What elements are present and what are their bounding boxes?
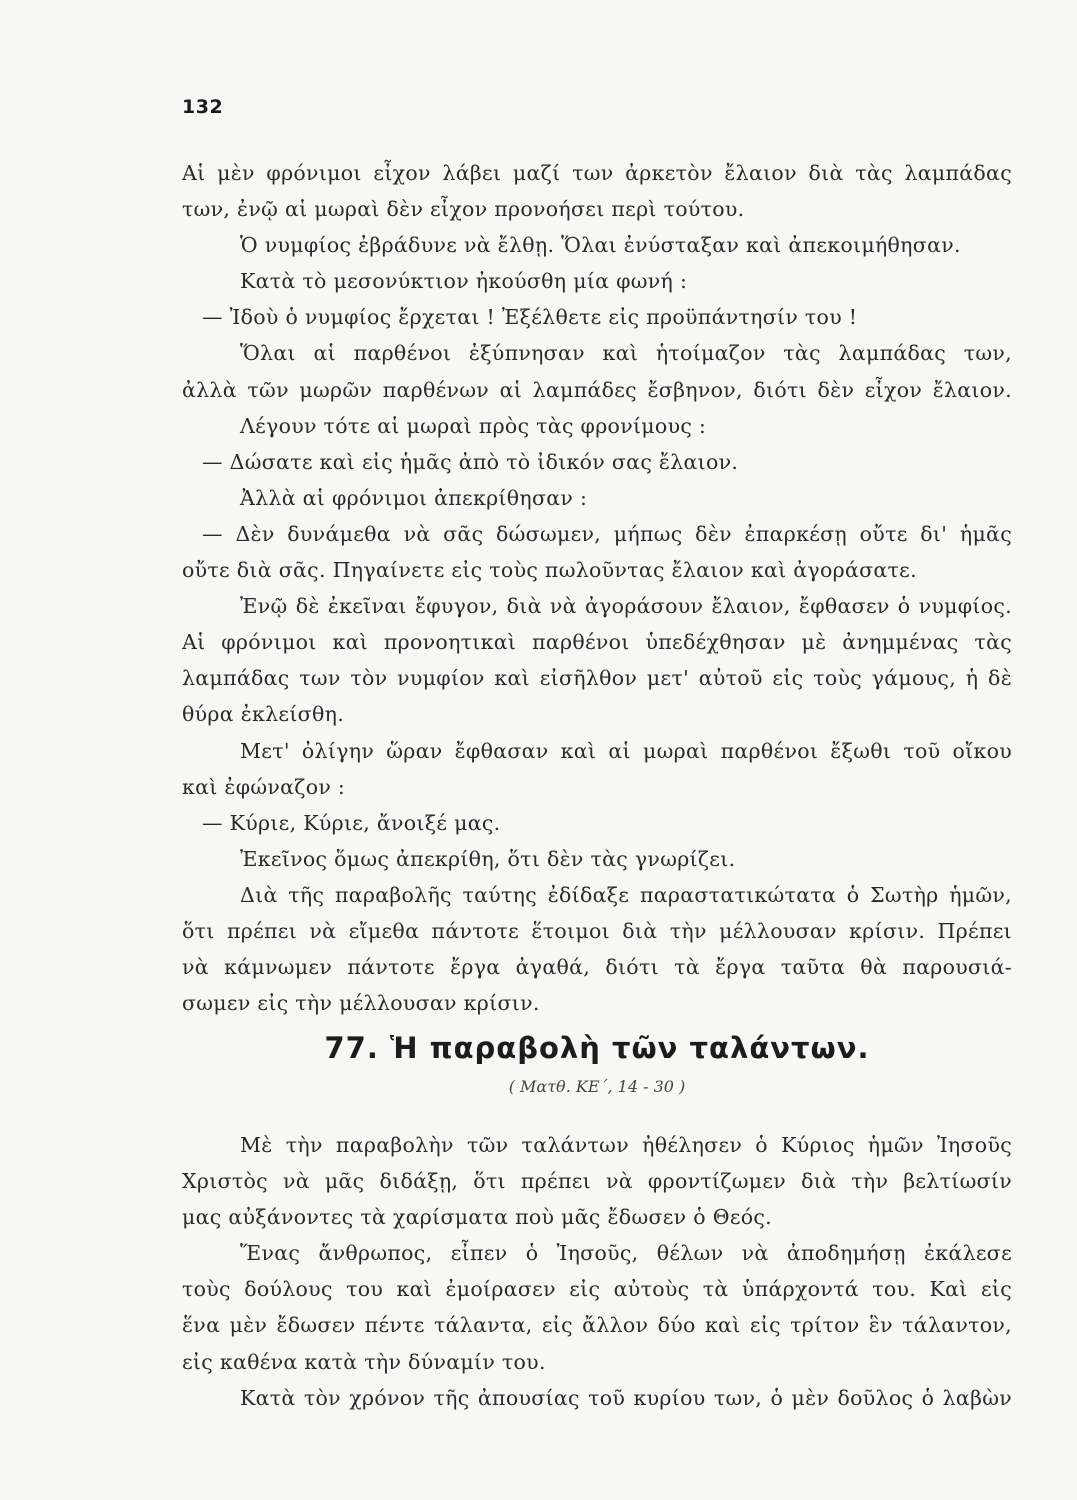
section-heading: 77. Ἡ παραβολὴ τῶν ταλάντων. [324,1031,870,1065]
text-line: Λέγουν τότε αἱ μωραὶ πρὸς τὰς φρονίμους : [240,413,707,438]
text-line: ὅτι πρέπει νὰ εἴμεθα πάντοτε ἕτοιμοι διὰ τὴν μέλλουσαν κρίσιν. Πρέπει [182,918,1012,943]
text-line: ἀλλὰ τῶν μωρῶν παρθένων αἱ λαμπάδες ἔσβηνον, διότι δὲν εἶχον ἔλαιον. [182,377,1012,402]
text-line: Αἱ φρόνιμοι καὶ προνοητικαὶ παρθένοι ὑπεδέχθησαν μὲ ἀνημμένας τὰς [182,630,1012,655]
text-line: Διὰ τῆς παραβολῆς ταύτης ἐδίδαξε παραστατικώτατα ὁ Σωτὴρ ἡμῶν, [240,882,1012,907]
text-line: Ἐνῷ δὲ ἐκεῖναι ἔφυγον, διὰ νὰ ἀγοράσουν ἔλαιον, ἔφθασεν ὁ νυμφίος. [240,594,1012,619]
text-line: μας αὐξάνοντες τὰ χαρίσματα ποὺ μᾶς ἔδωσεν ὁ Θεός. [182,1205,772,1230]
text-line: εἰς καθένα κατὰ τὴν δύναμίν του. [182,1349,546,1374]
dialogue-line: — Ἰδοὺ ὁ νυμφίος ἔρχεται ! Ἐξέλθετε εἰς προϋπάντησίν του ! [202,305,858,330]
dialogue-line: — Δὲν δυνάμεθα νὰ σᾶς δώσωμεν, μήπως δὲν ἐπαρκέσῃ οὔτε δι' ἡμᾶς [202,521,1012,546]
text-line: Μετ' ὀλίγην ὥραν ἔφθασαν καὶ αἱ μωραὶ παρθένοι ἔξωθι τοῦ οἴκου [240,738,1012,763]
text-line: Ἕνας ἄνθρωπος, εἶπεν ὁ Ἰησοῦς, θέλων νὰ ἀποδημήσῃ ἐκάλεσε [240,1241,1012,1266]
text-line: τοὺς δούλους του καὶ ἐμοίρασεν εἰς αὐτοὺς τὰ ὑπάρχοντά του. Καὶ εἰς [182,1277,1012,1302]
text-line: Μὲ τὴν παραβολὴν τῶν ταλάντων ἠθέλησεν ὁ Κύριος ἡμῶν Ἰησοῦς [240,1133,1012,1157]
text-line: λαμπάδας των τὸν νυμφίον καὶ εἰσῆλθον μετ' αὐτοῦ εἰς τοὺς γάμους, ἡ δὲ [182,666,1012,691]
text-line: Χριστὸς νὰ μᾶς διδάξῃ, ὅτι πρέπει νὰ φροντίζωμεν διὰ τὴν βελτίωσίν [182,1169,1012,1194]
body-text-after-heading [182,1127,1012,1416]
page-number: 132 [182,96,224,118]
text-line: Κατὰ τὸ μεσονύκτιον ἠκούσθη μία φωνή : [240,269,688,294]
text-line: Αἱ μὲν φρόνιμοι εἶχον λάβει μαζί των ἀρκετὸν ἔλαιον διὰ τὰς λαμπάδας [182,161,1012,185]
text-line: ἕνα μὲν ἔδωσεν πέντε τάλαντα, εἰς ἄλλον δύο καὶ εἰς τρίτον ἓν τάλαντον, [182,1313,1012,1338]
text-line: νὰ κάμνωμεν πάντοτε ἔργα ἀγαθά, διότι τὰ ἔργα ταῦτα θὰ παρουσιά- [182,955,1012,980]
body-text-before-heading [182,155,1012,1021]
text-line: Κατὰ τὸν χρόνον τῆς ἀπουσίας τοῦ κυρίου των, ὁ μὲν δοῦλος ὁ λαβὼν [240,1385,1012,1410]
dialogue-line: — Κύριε, Κύριε, ἄνοιξέ μας. [202,810,501,835]
scripture-citation: ( Ματθ. ΚΕ΄, 14 - 30 ) [508,1077,686,1096]
text-line: Ἐκεῖνος ὅμως ἀπεκρίθη, ὅτι δὲν τὰς γνωρίζει. [240,846,736,871]
text-line: θύρα ἐκλείσθη. [182,702,345,727]
text-line: Ἀλλὰ αἱ φρόνιμοι ἀπεκρίθησαν : [240,485,588,510]
text-line: Ὁ νυμφίος ἐβράδυνε νὰ ἔλθῃ. Ὅλαι ἐνύσταξαν καὶ ἀπεκοιμήθησαν. [240,233,961,258]
text-line: καὶ ἐφώναζον : [182,774,346,799]
text-line: των, ἐνῷ αἱ μωραὶ δὲν εἶχον προνοήσει περὶ τούτου. [182,197,745,222]
dialogue-line: — Δώσατε καὶ εἰς ἡμᾶς ἀπὸ τὸ ἰδικόν σας ἔλαιον. [202,449,739,474]
text-line: Ὅλαι αἱ παρθένοι ἐξύπνησαν καὶ ἡτοίμαζον τὰς λαμπάδας των, [240,341,1012,366]
text-line: οὔτε διὰ σᾶς. Πηγαίνετε εἰς τοὺς πωλοῦντας ἔλαιον καὶ ἀγοράσατε. [182,558,917,583]
text-line: σωμεν εἰς τὴν μέλλουσαν κρίσιν. [182,991,540,1016]
